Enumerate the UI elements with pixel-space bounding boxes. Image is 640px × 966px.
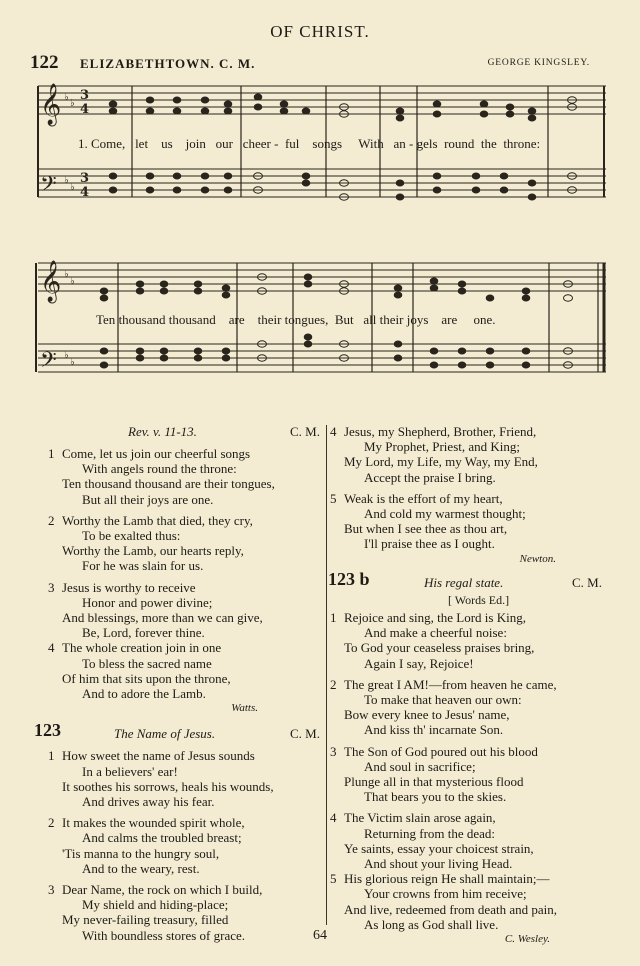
tune-name: ELIZABETHTOWN. C. M. [80,56,256,71]
svg-text:♭: ♭ [64,175,69,186]
svg-text:♭: ♭ [64,92,69,103]
svg-text:♭: ♭ [64,269,69,280]
attribution: C. Wesley. [504,933,550,946]
words-note: [ Words Ed.] [448,592,510,607]
svg-text:♭: ♭ [70,276,75,287]
svg-text:4: 4 [80,102,90,117]
svg-text:𝄞: 𝄞 [40,84,62,125]
stanza: 2 The great I AM!—from heaven he came, To make that heaven our own: Bow every knee to Jesus' name, And kiss th' incarnate Son. [330,676,557,738]
lyrics-line-1: 1. Come, let us join our cheer - ful songs With an - gels round the throne: [78,136,541,151]
svg-text:4: 4 [80,185,90,200]
stanza: 2 Worthy the Lamb that died, they cry, To be exalted thus: Worthy the Lamb, our hearts reply, For he was slain for us. [48,512,253,574]
stanza: 4 The whole creation join in one To bless the sacred name Of him that sits upon the throne, And to adore the Lamb. [48,640,231,702]
svg-text:♭: ♭ [70,98,75,109]
stanza: 3 Jesus is worthy to receive Honor and power divine; And blessings, more than we can give, Be, Lord, forever thine. [48,579,263,641]
stanza: 4 Jesus, my Shepherd, Brother, Friend, My Prophet, Priest, and King; My Lord, my Life, my Way, my End, Accept the praise I bring. [330,424,538,485]
attribution: Newton. [519,552,556,565]
svg-text:♭: ♭ [64,350,69,361]
svg-text:𝄢: 𝄢 [40,172,57,202]
staff-lines [38,86,606,372]
attribution: Watts. [231,702,258,715]
stanza: 2 It makes the wounded spirit whole, And calms the troubled breast; 'Tis manna to the hungry soul, And to the weary, rest. [48,815,245,876]
stanza: 1 How sweet the name of Jesus sounds In a believers' ear! It soothes his sorrows, heals his wounds, And drives away his fear. [48,748,274,810]
stanza: 5 Weak is the effort of my heart, And cold my warmest thought; But when I see thee as thou art, I'll praise thee as I ought. [330,490,526,552]
hymn-number: 122 [30,52,59,73]
lyrics-line-2: Ten thousand thousand are their tongues, But all their joys are one. [96,312,496,327]
svg-text:𝄢: 𝄢 [40,348,57,378]
music-score [0,0,640,400]
svg-text:♭: ♭ [70,182,75,193]
svg-text:𝄞: 𝄞 [40,261,62,302]
svg-text:♭: ♭ [70,357,75,368]
stanza: 1 Rejoice and sing, the Lord is King, And make a cheerful noise: To God your ceaseless praises bring, Again I say, Rejoice! [330,610,535,671]
right-column [328,424,606,947]
stanza: 3 Dear Name, the rock on which I build, My shield and hiding-place; My never-failing treasury, filled With boundless stores of grace. [48,882,263,943]
svg-text:3: 3 [80,88,90,103]
stanza: 4 The Victim slain arose again, Returning from the dead: Ye saints, essay your choicest strain, And shout your living Head. [330,810,534,872]
stanza: 3 The Son of God poured out his blood And soul in sacrifice; Plunge all in that mysterious flood That bears you to the skies. [330,743,538,805]
hymn-123-header: 123 The Name of Jesus. C. M. [34,720,320,742]
hymn-122-text-header: Rev. v. 11-13. C. M. [128,424,320,439]
svg-text:3: 3 [80,171,90,186]
stanza: 5 His glorious reign He shall maintain;— Your crowns from him receive; And live, redeemed from death and pain, As long as God shall live. [330,871,557,932]
stanza: 1 Come, let us join our cheerful songs With angels round the throne: Ten thousand thousand are their tongues, But all their joys are one. [48,446,275,507]
page-number: 64 [313,928,327,943]
composer: GEORGE KINGSLEY. [487,58,590,68]
hymn-123b-header: 123 b His regal state. C. M. [328,568,602,590]
page-title: OF CHRIST. [270,22,370,41]
column-divider [326,425,327,925]
left-column [34,424,320,943]
